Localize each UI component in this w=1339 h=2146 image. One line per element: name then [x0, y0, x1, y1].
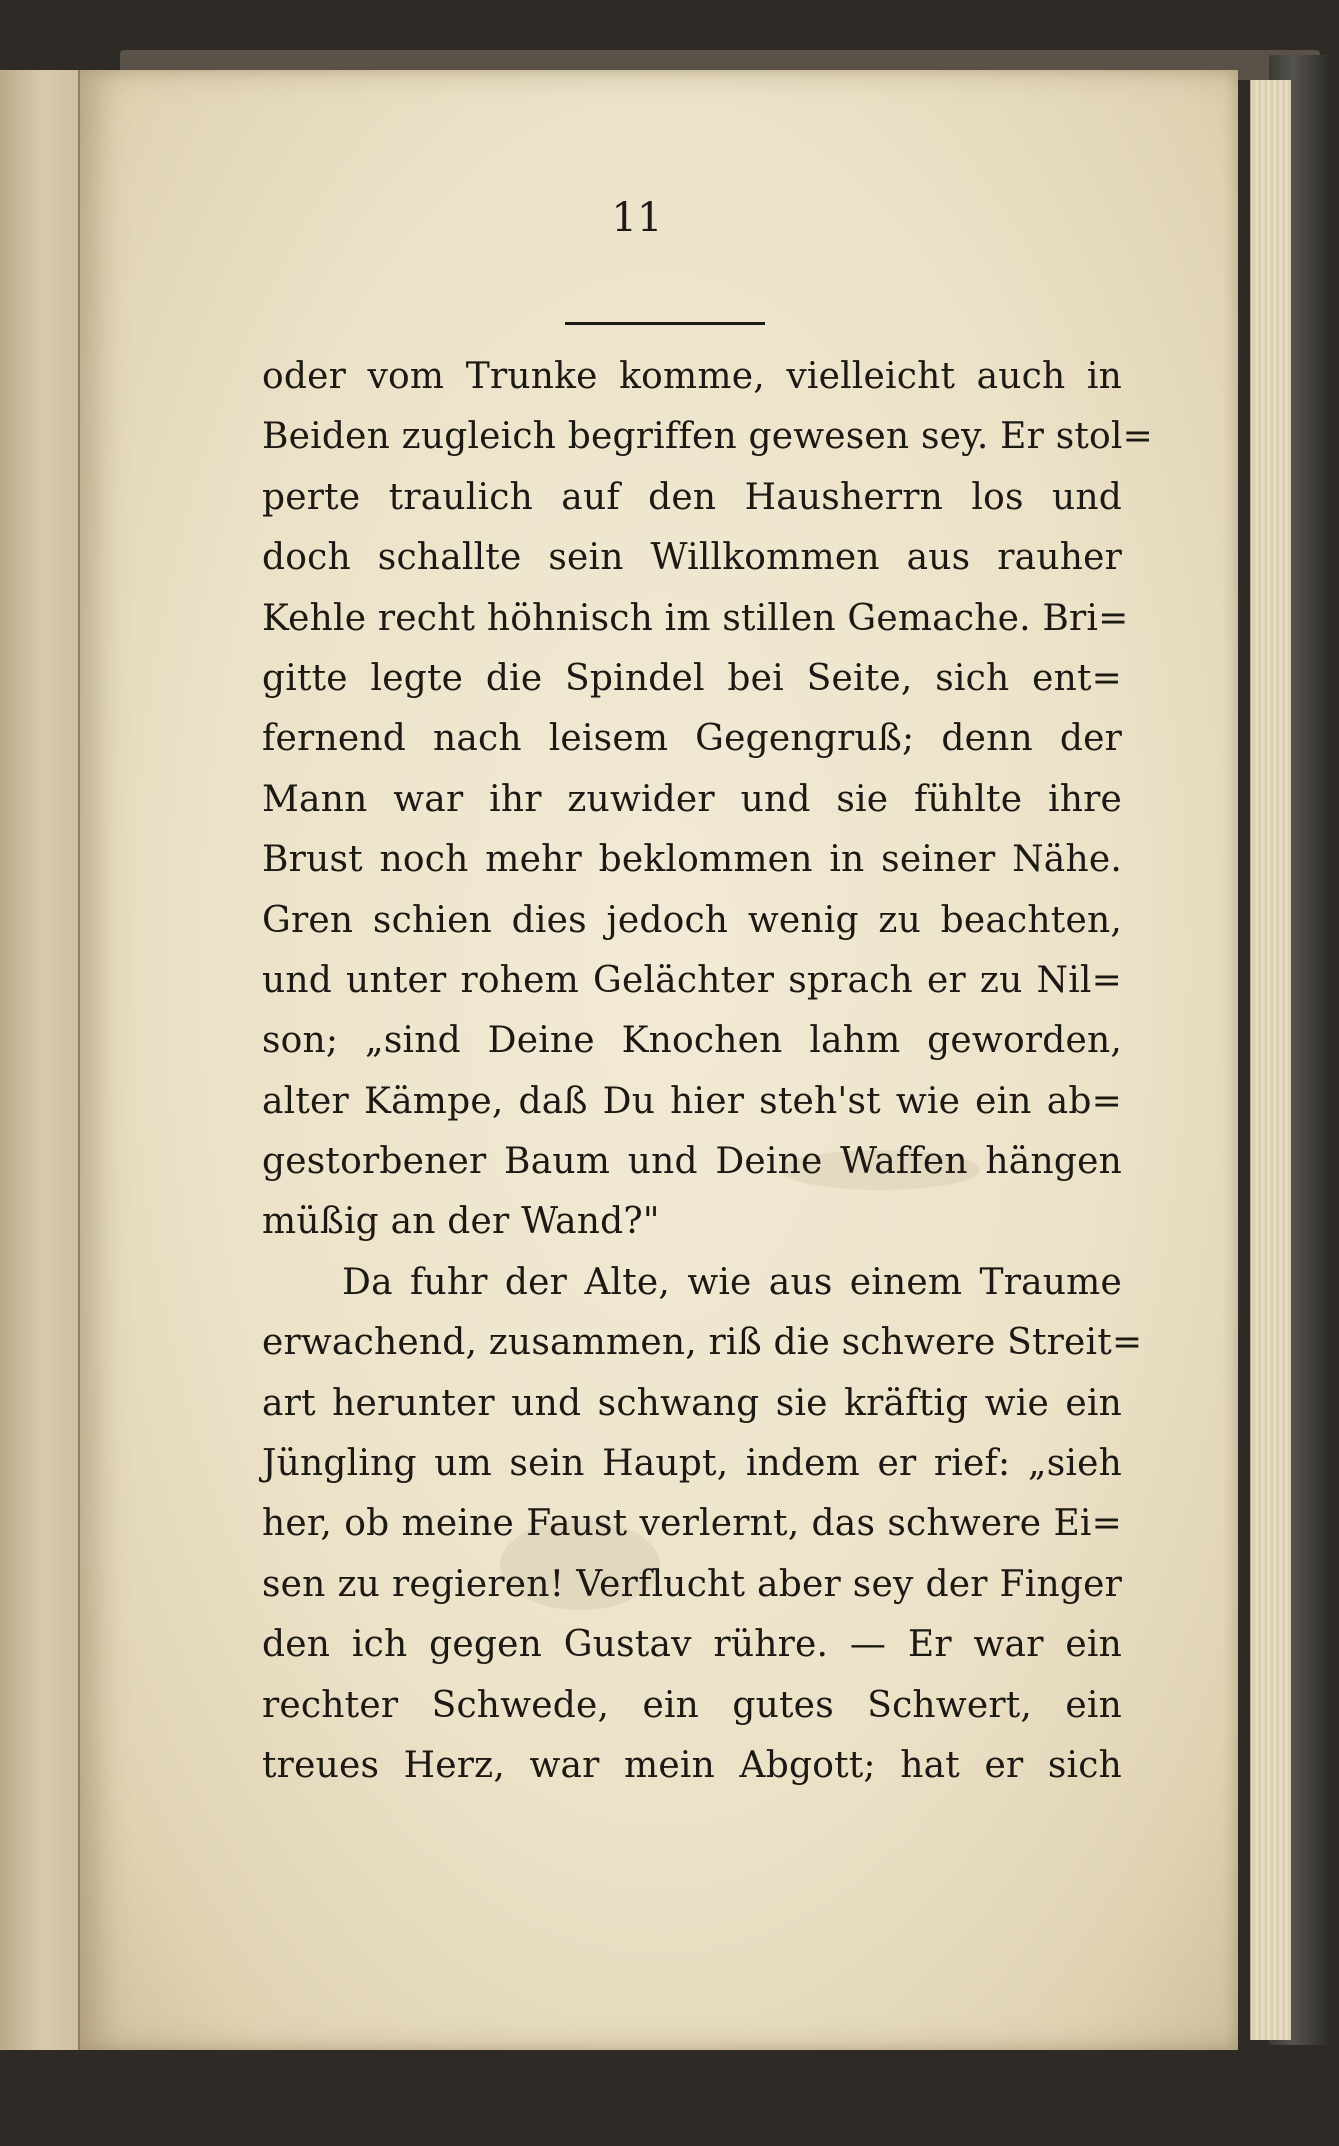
- previous-page-edge: [0, 70, 80, 2050]
- text-line: Beiden zugleich begriffen gewesen sey. Er stol=: [262, 416, 1153, 458]
- text-line: oder vom Trunke komme, vielleicht auch in: [262, 356, 1122, 397]
- text-line: gitte legte die Spindel bei Seite, sich ent=: [262, 657, 1122, 699]
- text-line: Jüngling um sein Haupt, indem er rief: „sieh: [262, 1443, 1122, 1485]
- text-line: gestorbener Baum und Deine Waffen hängen: [262, 1141, 1122, 1183]
- text-line: Da fuhr der Alte, wie aus einem Traume: [342, 1261, 1122, 1303]
- text-line: Gren schien dies jedoch wenig zu beachten,: [262, 899, 1122, 941]
- text-line: sen zu regieren! Verflucht aber sey der Finger: [262, 1563, 1122, 1605]
- text-line: und unter rohem Gelächter sprach er zu Nil=: [262, 959, 1122, 1001]
- text-line: perte traulich auf den Hausherrn los und: [262, 476, 1122, 518]
- text-line: alter Kämpe, daß Du hier steh'st wie ein ab=: [262, 1080, 1122, 1122]
- text-line: Mann war ihr zuwider und sie fühlte ihre: [262, 778, 1122, 820]
- text-line: art herunter und schwang sie kräftig wie ein: [262, 1382, 1122, 1424]
- text-line: Brust noch mehr beklommen in seiner Nähe.: [262, 839, 1122, 881]
- text-line: treues Herz, war mein Abgott; hat er sich: [262, 1744, 1122, 1786]
- text-line: erwachend, zusammen, riß die schwere Streit=: [262, 1322, 1143, 1364]
- text-line: den ich gegen Gustav rühre. — Er war ein: [262, 1624, 1122, 1666]
- page-number: 11: [611, 195, 663, 241]
- body-text: [262, 347, 1153, 1796]
- text-line: müßig an der Wand?": [262, 1201, 660, 1243]
- page-fore-edge: [1250, 80, 1291, 2040]
- text-line: fernend nach leisem Gegengruß; denn der: [262, 718, 1122, 760]
- text-line: son; „sind Deine Knochen lahm geworden,: [262, 1020, 1122, 1062]
- header-rule: [565, 322, 765, 325]
- text-line: rechter Schwede, ein gutes Schwert, ein: [262, 1684, 1122, 1726]
- text-line: Kehle recht höhnisch im stillen Gemache. Bri=: [262, 597, 1129, 639]
- text-line: her, ob meine Faust verlernt, das schwere Ei=: [262, 1503, 1122, 1545]
- text-line: doch schallte sein Willkommen aus rauher: [262, 537, 1122, 579]
